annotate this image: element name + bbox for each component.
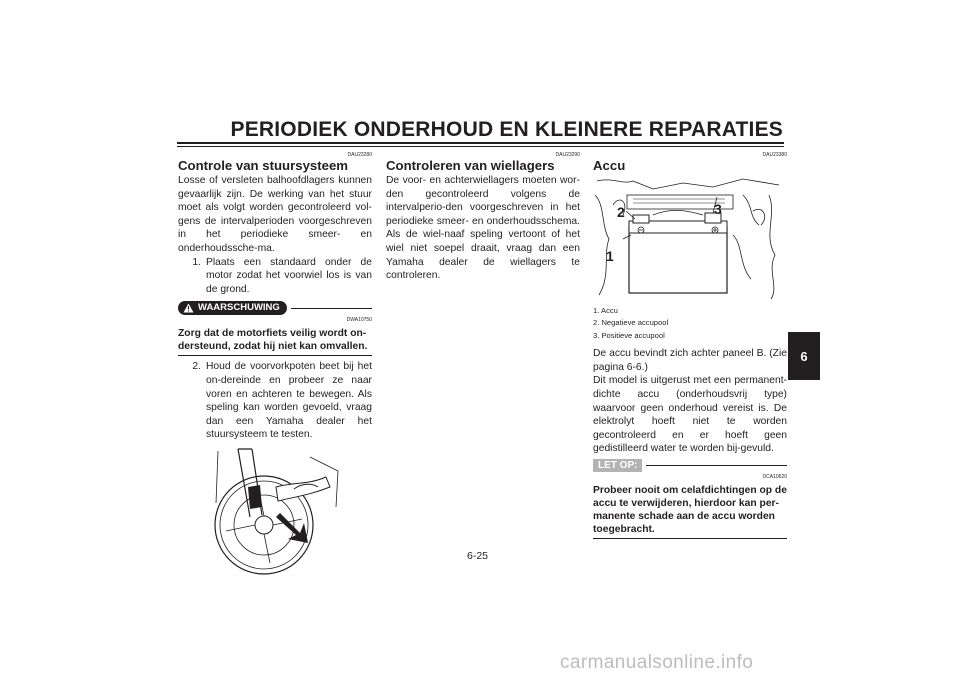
chapter-tab: 6 [788,332,820,380]
steering-section [178,152,372,577]
warning-end-rule [178,355,372,356]
step-text: Houd de voorvorkpoten beet bij het on-dereinde en probeer ze naar voren en achteren te bewegen. Als speling kan worden gevoeld, vraag dan een Yamaha dealer het stuursysteem te testen. [206,361,372,441]
warning-banner [178,301,372,315]
section-code: DAU23280 [347,152,372,158]
legend-item: 2. Negatieve accupool [593,318,669,328]
wheel-bearings-section [386,152,580,283]
note-banner [593,459,787,472]
step-2 [178,360,372,442]
note-text: Probeer nooit om celafdichtingen op de accu te verwijderen, hierdoor kan per-manente schade aan de accu worden toegebracht. [593,484,787,535]
step-number: 2. [192,361,201,373]
warning-label-text: WAARSCHUWING [198,302,280,314]
note-label: LET OP: [593,459,642,472]
section-heading: Accu [593,158,626,173]
header-rule [177,142,784,144]
warning-code: DWA10750 [346,317,372,324]
warning-text: Zorg dat de motorfiets veilig wordt on-dersteund, zodat hij niet kan omvallen. [178,328,368,353]
warning-triangle-icon [183,303,194,313]
legend-item: 1. Accu [593,306,618,315]
step-text: Plaats een standaard onder de motor zodat het voorwiel los is van de grond. [206,256,372,295]
section-code: DAU23290 [555,152,580,158]
callout-label: 1 [606,248,614,264]
legend-item: 3. Positieve accupool [593,330,665,340]
header-rule-thin [177,146,784,147]
section-intro: Losse of versleten balhoofdlagers kunnen gevaarlijk zijn. De werking van het stuur moet als volgt worden gecontroleerd vol-gens de intervalperioden voorgeschreven in het periodieke smeer- en onderhoudssche-ma. [178,175,372,254]
warning-label [178,301,287,315]
front-fork-illustration [198,447,348,577]
note-rule [646,465,787,466]
step-number: 1. [192,256,201,268]
note-code: DCA10620 [762,473,787,480]
battery-section [593,152,787,543]
watermark: carmanualsonline.info [560,652,754,673]
section-heading: Controleren van wiellagers [386,158,555,173]
note-end-rule [593,538,787,539]
battery-illustration [593,175,783,303]
section-heading: Controle van stuursysteem [178,158,349,173]
warning-rule [291,308,372,309]
section-code: DAU23380 [762,152,787,158]
callout-label: 2 [617,204,625,220]
step-1 [178,256,372,297]
section-text: De voor- en achterwiellagers moeten wor-den gecontroleerd volgens de intervalperio-den voorgeschreven in het periodieke smeer- en onderhoudsschema. Als de wiel-naaf speling vertoont of het wiel niet soepel draait, vraag dan een Yamaha dealer de wiellagers te controleren. [386,175,580,282]
section-text: De accu bevindt zich achter paneel B. (Zie pagina 6-6.) Dit model is uitgerust met een permanent-dichte accu (onderhoudsvrij type) waarvoor geen onderhoud vereist is. De elektrolyt hoeft niet te worden gecontroleerd en er hoeft geen gedistilleerd water te worden bij-gevuld. [593,348,787,455]
page-number: 6-25 [467,550,489,562]
figure-legend [593,305,787,342]
page-header-title: PERIODIEK ONDERHOUD EN KLEINERE REPARATIES [230,118,783,141]
callout-label: 3 [714,201,722,217]
